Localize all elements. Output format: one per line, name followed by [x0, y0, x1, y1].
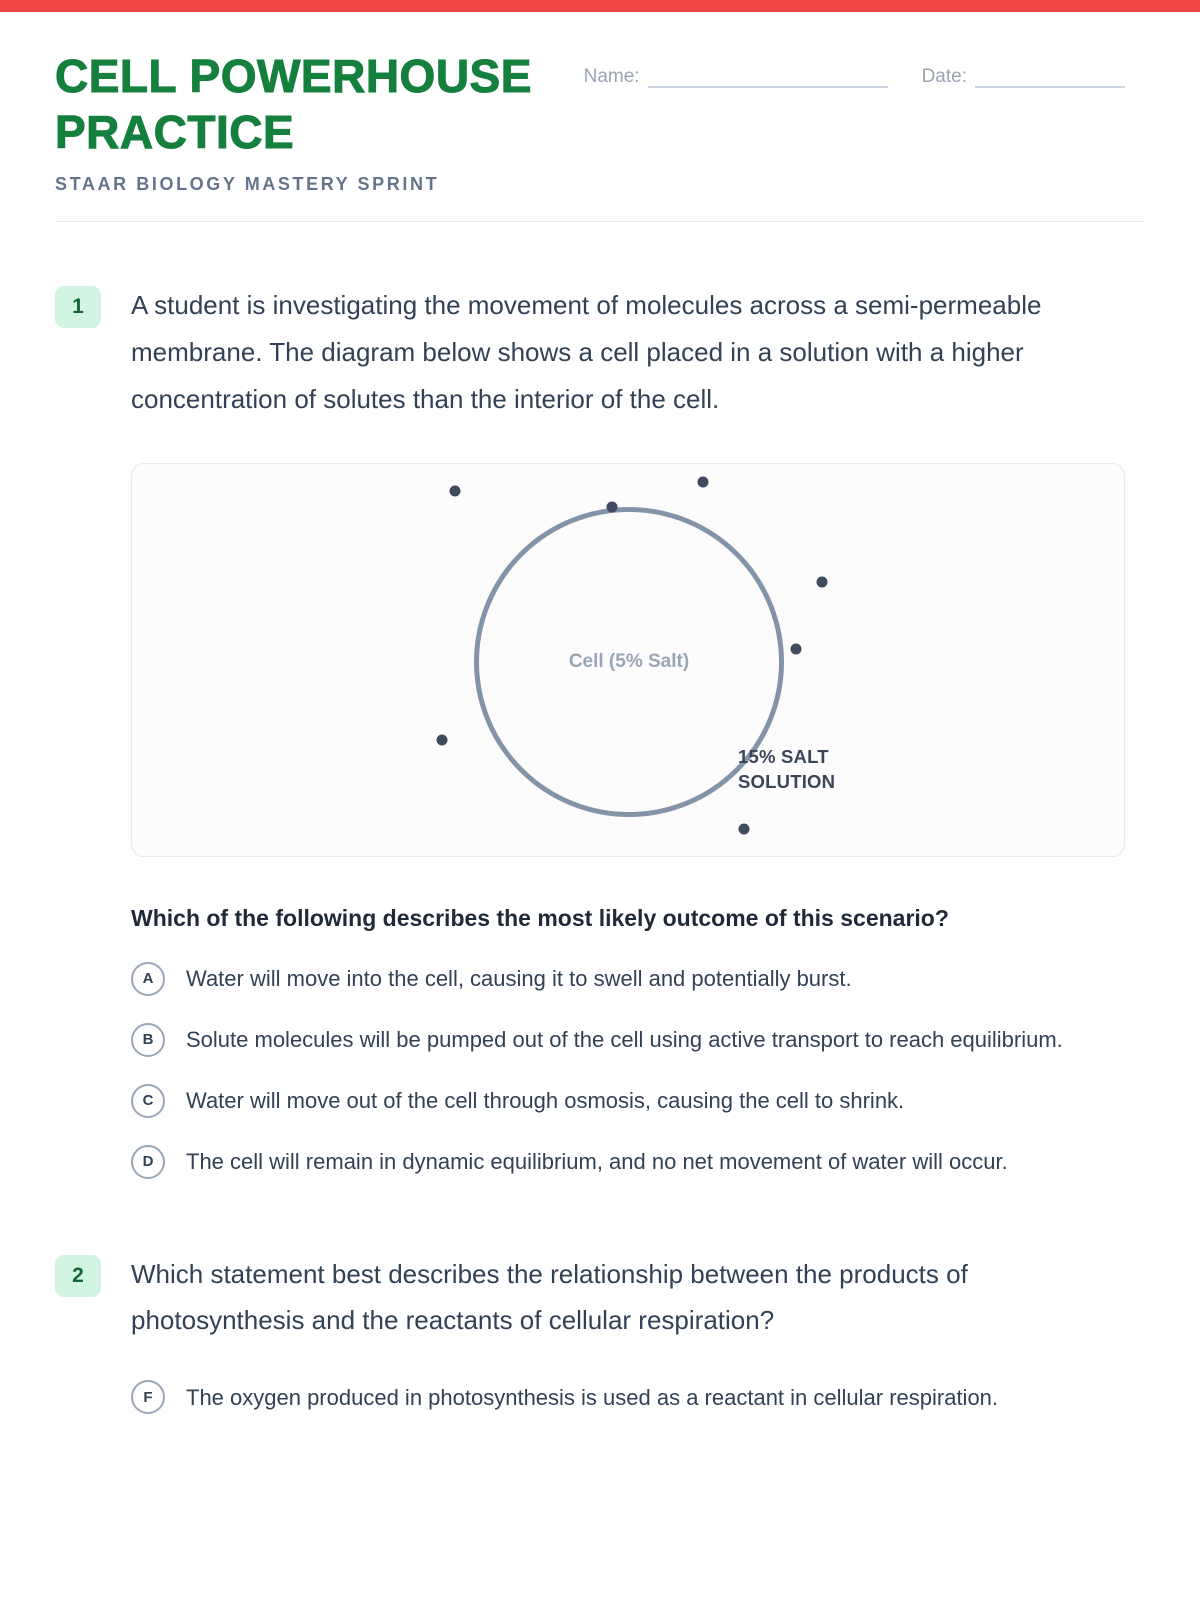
cell-label: Cell (5% Salt) — [568, 650, 690, 672]
question-1-options — [131, 962, 1125, 1179]
header-title-block — [55, 48, 532, 195]
question-2-body — [131, 1251, 1125, 1415]
question-1-body — [131, 282, 1125, 1178]
option-text: Water will move into the cell, causing it to swell and potentially burst. — [186, 966, 852, 992]
answer-option-d[interactable] — [131, 1145, 1125, 1179]
option-letter-badge: B — [131, 1023, 165, 1057]
option-letter-badge: D — [131, 1145, 165, 1179]
page-title-line1: CELL POWERHOUSE — [55, 50, 532, 102]
solute-dot — [817, 576, 828, 587]
osmosis-diagram — [131, 463, 1125, 857]
option-letter-badge: C — [131, 1084, 165, 1118]
option-letter-badge: F — [131, 1380, 165, 1414]
answer-option-f[interactable] — [131, 1380, 1125, 1414]
page-subtitle: STAAR BIOLOGY MASTERY SPRINT — [55, 174, 440, 195]
date-blank-line[interactable] — [975, 64, 1125, 88]
option-text: The cell will remain in dynamic equilibrium, and no net movement of water will occur. — [186, 1149, 1008, 1175]
name-label: Name: — [583, 66, 640, 87]
solution-label: 15% SALT SOLUTION — [738, 745, 836, 792]
question-2 — [0, 1251, 1200, 1415]
name-blank-line[interactable] — [648, 64, 888, 88]
option-text: The oxygen produced in photosynthesis is used as a reactant in cellular respiration. — [186, 1384, 999, 1410]
date-label: Date: — [921, 66, 967, 87]
name-field — [584, 64, 888, 88]
top-accent-bar — [0, 0, 1200, 12]
question-1-prompt: Which of the following describes the most likely outcome of this scenario? — [131, 904, 949, 931]
option-text: Solute molecules will be pumped out of the cell using active transport to reach equilibrium. — [186, 1027, 1063, 1053]
solute-dot — [739, 823, 750, 834]
question-1 — [0, 282, 1200, 1178]
page-title — [55, 48, 532, 160]
solute-dot — [607, 501, 618, 512]
solute-dot — [450, 485, 461, 496]
question-2-options — [131, 1380, 1125, 1414]
option-letter-badge: A — [131, 962, 165, 996]
solute-dot — [791, 643, 802, 654]
option-text: Water will move out of the cell through osmosis, causing the cell to shrink. — [186, 1088, 905, 1114]
answer-option-c[interactable] — [131, 1084, 1125, 1118]
answer-option-a[interactable] — [131, 962, 1125, 996]
header-fields — [584, 48, 1125, 88]
question-1-number-badge: 1 — [55, 286, 101, 328]
question-2-text: Which statement best describes the relationship between the products of photosynthesis and the reactants of cellular respiration? — [131, 1258, 968, 1336]
date-field — [922, 64, 1125, 88]
solute-dot — [698, 476, 709, 487]
worksheet-header — [0, 12, 1200, 195]
solute-dot — [437, 734, 448, 745]
question-1-text: A student is investigating the movement of molecules across a semi-permeable membrane. The diagram below shows a cell placed in a solution with a higher concentration of solutes than the interior of the cell. — [131, 290, 1042, 414]
answer-option-b[interactable] — [131, 1023, 1125, 1057]
page-title-line2: PRACTICE — [55, 106, 295, 159]
question-2-number-badge: 2 — [55, 1255, 101, 1297]
header-divider — [55, 221, 1145, 222]
